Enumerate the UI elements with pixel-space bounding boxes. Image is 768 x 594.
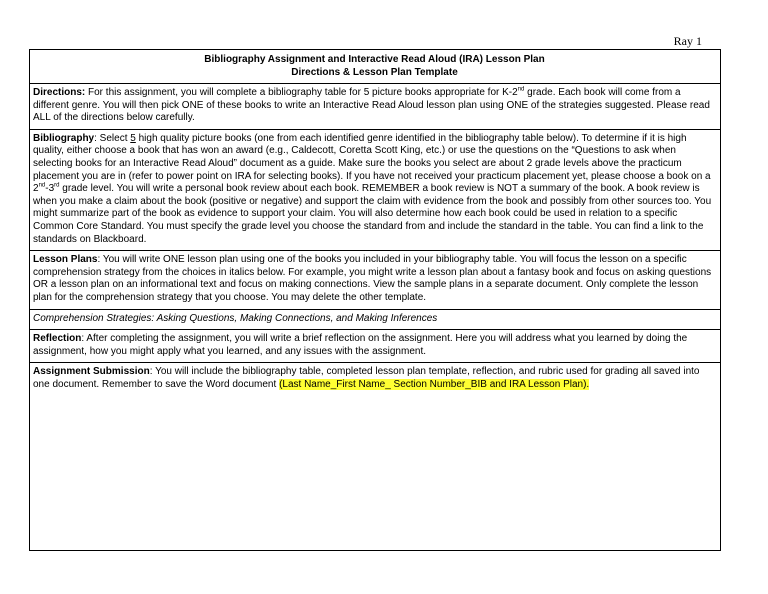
directions-text-a: For this assignment, you will complete a bibliography table for 5 picture books appropriate for K-2 — [85, 87, 518, 98]
lesson-plans-section — [30, 250, 720, 304]
bibliography-section — [30, 129, 720, 246]
document-table — [29, 49, 721, 551]
bibliography-paragraph — [33, 133, 716, 246]
lesson-plans-paragraph — [33, 254, 716, 304]
strategies-text: Comprehension Strategies: Asking Questions, Making Connections, and Making Inferences — [33, 312, 438, 324]
lesson-plans-text: : You will write ONE lesson plan using one of the books you included in your bibliography table. You will focus the lesson on a specific comprehension strategy from the choices in italics below. For example, you might write a lesson plan about a fantasy book and focus on asking questions OR a lesson plan on an informational text and focus on making connections. View the sample plans in a separate document. Only complete the lesson plan for the comprehension strategy that you choose. You may delete the other template. — [33, 254, 712, 303]
bibliography-dash: -3 — [45, 183, 55, 195]
bibliography-sup-nd: nd — [38, 182, 46, 189]
page-number-header: Ray 1 — [673, 34, 702, 48]
title-line-1: Bibliography Assignment and Interactive Read Aloud (IRA) Lesson Plan — [204, 54, 545, 65]
bibliography-count: 5 — [130, 132, 136, 144]
bibliography-text-c: grade level. You will write a personal book review about each book. REMEMBER a book review is NOT a summary of the book. A book review is when you make a claim about the book (positive or negative) and support the claim with evidence from the book and possibly from other sources too. You might summarize part of the book as evidence to support your claim. You will also determine how each book could be used in relation to a specific Common Core Standard. You must specify the grade level you choose the standard from and include the standard in the table. You can find a link to the standards on Blackboard. — [33, 183, 712, 245]
document-title — [33, 53, 716, 79]
directions-section — [30, 83, 720, 125]
bibliography-sup-rd: rd — [54, 182, 60, 189]
directions-paragraph — [33, 87, 716, 125]
bibliography-label: Bibliography — [33, 132, 95, 144]
submission-section — [30, 362, 720, 391]
reflection-text: : After completing the assignment, you will write a brief reflection on the assignment. Here you will address what you learned by doing the assignment, how you might apply what you learned, and any issues with the assignment. — [33, 333, 688, 357]
submission-label: Assignment Submission — [33, 366, 150, 378]
directions-superscript: nd — [517, 86, 525, 93]
directions-label: Directions: — [33, 87, 86, 98]
bibliography-text-a: : Select — [94, 132, 131, 144]
submission-text: : You will include the bibliography table, completed lesson plan template, reflection, and rubric used for grading all saved into one document. Remember to save the Word document — [33, 366, 700, 390]
submission-paragraph — [33, 366, 716, 391]
title-line-2: Directions & Lesson Plan Template — [291, 67, 458, 78]
directions-text-b: grade. Each book will come from a different genre. You will then pick ONE of these books to write an Interactive Read Aloud lesson plan using ONE of the strategies suggested. Please read ALL of the directions below carefully. — [33, 87, 710, 124]
submission-filename-highlight: (Last Name_First Name_ Section Number_BIB and IRA Lesson Plan). — [279, 378, 590, 390]
lesson-plans-label: Lesson Plans — [33, 254, 98, 266]
reflection-section — [30, 329, 720, 358]
strategies-section — [30, 309, 720, 326]
reflection-label: Reflection — [33, 333, 82, 345]
reflection-paragraph — [33, 333, 716, 358]
bibliography-text-b: high quality picture books (one from each identified genre identified in the bibliography table below). To determine if it is high quality, either choose a book that has won an award (e.g., Caldecott, Coretta Scott King, etc.) or use the questions on the “Questions to ask when selecting books for an Interactive Read Aloud” document as a guide. Make sure the books you select are about 2 grade levels above the practicum placement you are in (refer to power point on IRA for selecting books). If you have not received your practicum placement yet, please choose a book on a 2 — [33, 132, 711, 195]
